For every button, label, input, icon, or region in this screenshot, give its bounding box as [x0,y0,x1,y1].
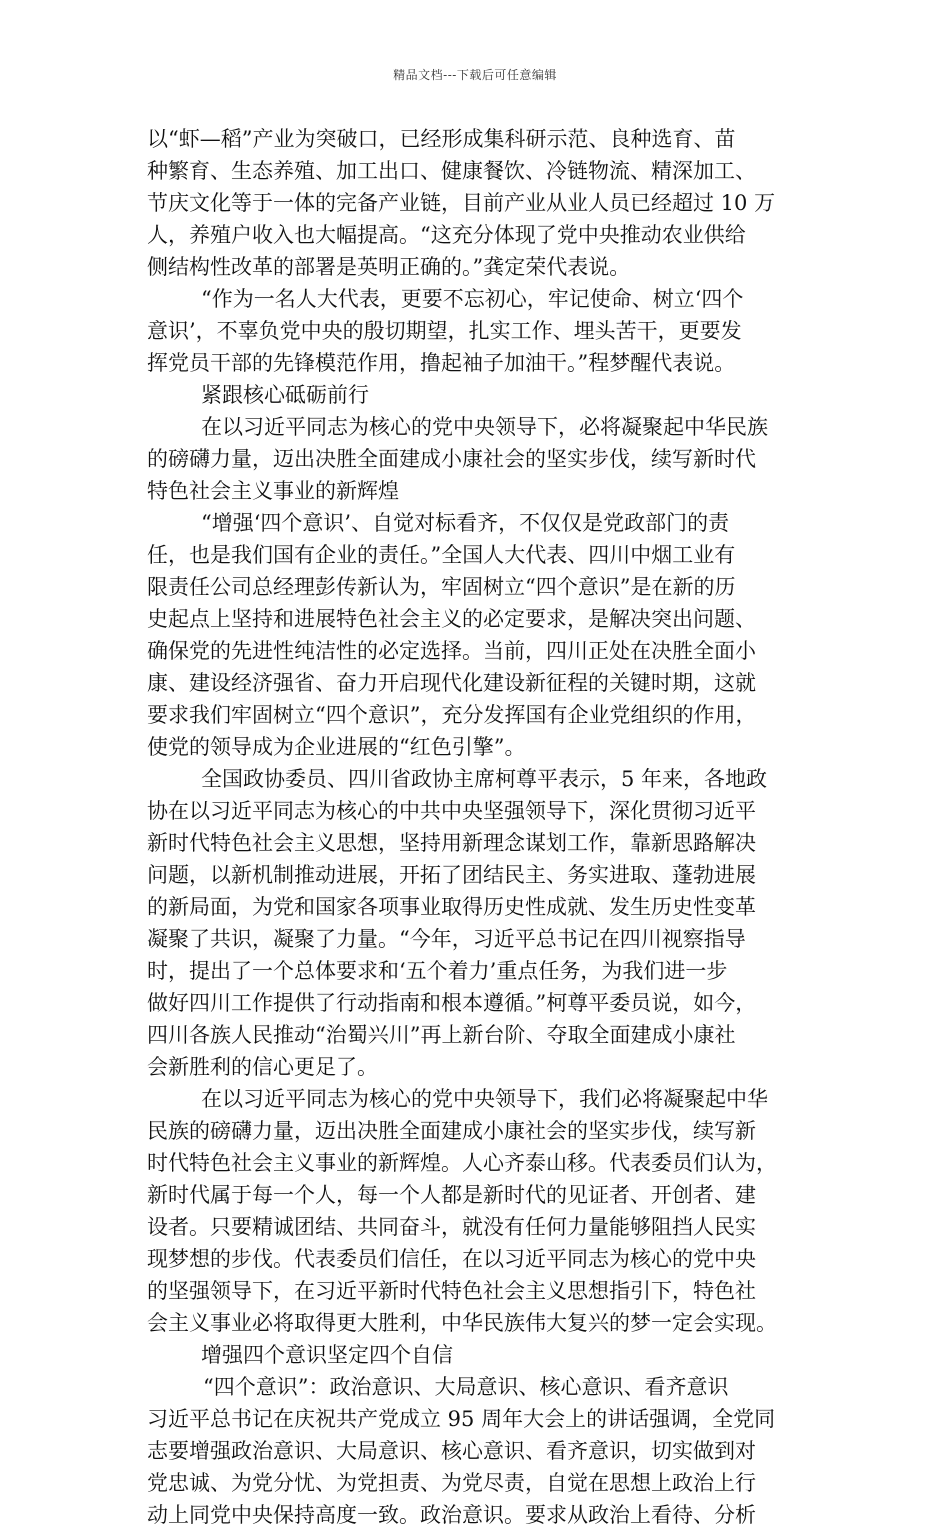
text-line: 在以习近平同志为核心的党中央领导下，我们必将凝聚起中华 [201,1087,768,1111]
text-line: 的坚强领导下，在习近平新时代特色社会主义思想指引下，特色社 [147,1279,756,1303]
text-line: 限责任公司总经理彭传新认为，牢固树立“四个意识”是在新的历 [147,575,736,599]
text-line: 党忠诚、为党分忧、为党担责、为党尽责，自觉在思想上政治上行 [147,1471,756,1495]
text-line: “作为一名人大代表，更要不忘初心，牢记使命、树立‘四个 [201,287,744,311]
text-line: 习近平总书记在庆祝共产党成立 95 周年大会上的讲话强调，全党同 [147,1407,776,1431]
text-line: 康、建设经济强省、奋力开启现代化建设新征程的关键时期，这就 [147,671,756,695]
text-line: 特色社会主义事业的新辉煌 [147,479,399,503]
text-line: 意识’，不辜负党中央的殷切期望，扎实工作、埋头苦干，更要发 [147,319,742,343]
text-line: 设者。只要精诚团结、共同奋斗，就没有任何力量能够阻挡人民实 [147,1215,756,1239]
paragraph [147,379,827,411]
text-line: 会新胜利的信心更足了。 [147,1055,378,1079]
text-line: 使党的领导成为企业进展的“红色引擎”。 [147,735,526,759]
text-line: 新时代属于每一个人，每一个人都是新时代的见证者、开创者、建 [147,1183,756,1207]
paragraph [147,283,827,379]
text-line: 全国政协委员、四川省政协主席柯尊平表示，5 年来，各地政 [201,767,768,791]
text-line: 做好四川工作提供了行动指南和根本遵循。”柯尊平委员说，如今， [147,991,757,1015]
text-line: 以“虾—稻”产业为突破口，已经形成集科研示范、良种选育、苗 [147,127,736,151]
paragraph [147,123,827,283]
text-line: 的新局面，为党和国家各项事业取得历史性成就、发生历史性变革 [147,895,756,919]
text-line: 挥党员干部的先锋模范作用，撸起袖子加油干。”程梦醒代表说。 [147,351,736,375]
text-line: 凝聚了共识，凝聚了力量。“今年，习近平总书记在四川视察指导 [147,927,746,951]
page-header: 精品文档---下载后可任意编辑 [393,68,557,82]
text-line: 协在以习近平同志为核心的中共中央坚强领导下，深化贯彻习近平 [147,799,756,823]
text-line: 在以习近平同志为核心的党中央领导下，必将凝聚起中华民族 [201,415,768,439]
text-line: 种繁育、生态养殖、加工出口、健康餐饮、冷链物流、精深加工、 [147,159,756,183]
text-line: 动上同党中央保持高度一致。政治意识。要求从政治上看待、分析 [147,1503,756,1527]
document-body [147,123,827,1531]
text-line: 时，提出了一个总体要求和‘五个着力’重点任务，为我们进一步 [147,959,728,983]
text-line: 节庆文化等于一体的完备产业链，目前产业从业人员已经超过 10 万 [147,191,776,215]
text-line: 侧结构性改革的部署是英明正确的。”龚定荣代表说。 [147,255,631,279]
text-line: 任，也是我们国有企业的责任。”全国人大代表、四川中烟工业有 [147,543,736,567]
text-line: 会主义事业必将取得更大胜利，中华民族伟大复兴的梦一定会实现。 [147,1311,777,1335]
text-line: 史起点上坚持和进展特色社会主义的必定要求，是解决突出问题、 [147,607,756,631]
text-line: 增强四个意识坚定四个自信 [201,1343,453,1367]
text-line: “增强‘四个意识’、自觉对标看齐，不仅仅是党政部门的责 [201,511,730,535]
text-line: 志要增强政治意识、大局意识、核心意识、看齐意识，切实做到对 [147,1439,756,1463]
text-line: 民族的磅礴力量，迈出决胜全面建成小康社会的坚实步伐，续写新 [147,1119,756,1143]
paragraph [147,1371,827,1403]
text-line: 新时代特色社会主义思想，坚持用新理念谋划工作，靠新思路解决 [147,831,756,855]
text-line: 确保党的先进性纯洁性的必定选择。当前，四川正处在决胜全面小 [147,639,756,663]
text-line: 时代特色社会主义事业的新辉煌。人心齐泰山移。代表委员们认为， [147,1151,777,1175]
text-line: 现梦想的步伐。代表委员们信任，在以习近平同志为核心的党中央 [147,1247,756,1271]
text-line: 要求我们牢固树立“四个意识”，充分发挥国有企业党组织的作用， [147,703,757,727]
paragraph [147,1083,827,1339]
text-line: 的磅礴力量，迈出决胜全面建成小康社会的坚实步伐，续写新时代 [147,447,756,471]
text-line: 紧跟核心砥砺前行 [201,383,369,407]
text-line: 问题，以新机制推动进展，开拓了团结民主、务实进取、蓬勃进展 [147,863,756,887]
paragraph [147,763,827,1083]
text-line: 人，养殖户收入也大幅提高。“这充分体现了党中央推动农业供给 [147,223,746,247]
paragraph [147,411,827,507]
text-line: “四个意识”：政治意识、大局意识、核心意识、看齐意识 [203,1375,729,1399]
paragraph [147,507,827,763]
text-line: 四川各族人民推动“治蜀兴川”再上新台阶、夺取全面建成小康社 [147,1023,736,1047]
paragraph [147,1403,827,1531]
